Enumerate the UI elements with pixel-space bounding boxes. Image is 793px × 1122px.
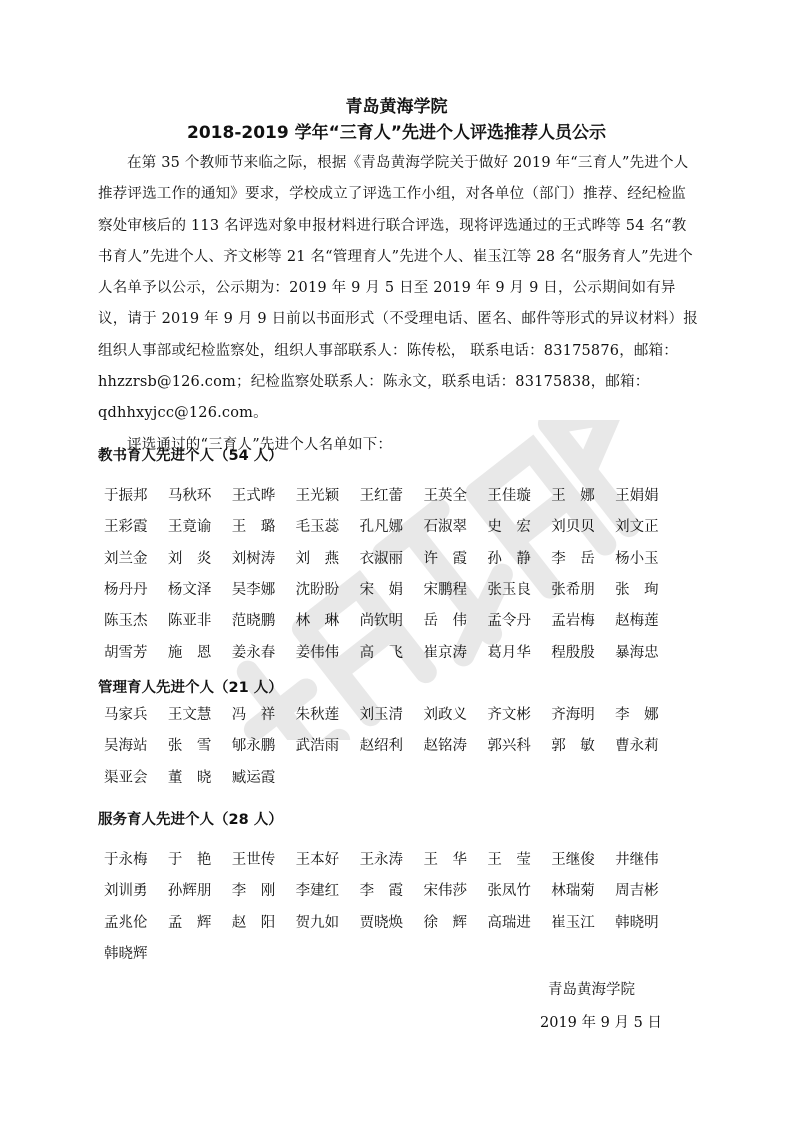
person-name: 王竟谕: [167, 519, 212, 536]
person-name: 王娟娟: [615, 488, 659, 505]
person-name: 李 霞: [359, 883, 404, 900]
person-name: 王继俊: [551, 852, 595, 869]
person-name: 杨小玉: [615, 550, 659, 567]
person-name: 刘兰金: [104, 550, 148, 567]
person-name: 王佳璇: [487, 488, 531, 505]
person-name: 杨文泽: [167, 582, 212, 599]
name-row: [104, 635, 704, 666]
signature-date: 2019 年 9 月 5 日: [540, 1015, 662, 1031]
person-name: 张 珣: [615, 582, 659, 599]
document-subtitle: 2018-2019 学年“三育人”先进个人评选推荐人员公示: [187, 123, 606, 143]
person-name: 高 飞: [359, 644, 404, 661]
person-name: 崔京涛: [423, 644, 467, 661]
person-name: 于振邦: [104, 488, 148, 505]
name-row: [104, 874, 704, 905]
person-name: 朱秋莲: [295, 707, 340, 724]
person-name: 陈玉杰: [104, 613, 148, 630]
person-name: 葛月华: [487, 644, 531, 661]
name-row: [104, 729, 704, 760]
person-name: 孟兆伦: [104, 914, 148, 931]
name-row: [104, 906, 704, 937]
person-name: 周吉彬: [615, 883, 659, 900]
person-name: 林 琳: [295, 613, 340, 630]
person-name: 韩晓明: [615, 914, 659, 931]
document-title: 青岛黄海学院: [345, 97, 448, 117]
person-name: 姜永春: [231, 644, 276, 661]
person-name: 李 刚: [231, 883, 276, 900]
person-name: 史 宏: [487, 519, 531, 536]
person-name: 冯 祥: [231, 707, 276, 724]
person-name: 刘政义: [423, 707, 467, 724]
person-name: 齐文彬: [487, 707, 531, 724]
person-name: 范晓鹏: [231, 613, 276, 630]
person-name: 毛玉蕊: [295, 519, 340, 536]
person-name: 井继伟: [615, 852, 659, 869]
person-name: 郇永鹏: [231, 738, 276, 755]
person-name: 刘贝贝: [551, 519, 595, 536]
notice-paragraph: 在第 35 个教师节来临之际，根据《青岛黄海学院关于做好 2019 年“三育人”先进个人推荐评选工作的通知》要求，学校成立了评选工作小组，对各单位（部门）推荐、经纪检监察处审核后的 113 名评选对象申报材料进行联合评选，现将评选通过的王式晔等 54 名“教书育人”先进个人、齐文彬等 21 名“管理育人”先进个人、崔玉江等 28 名“服务育人”先进个人名单予以公示，公示期为：2019 年 9 月 5 日至 2019 年 9 月 9 日，公示期间如有异议，请于 2019 年 9 月 9 日前以书面形式（不受理电话、匿名、邮件等形式的异议材料）报组织人事部或纪检监察处，组织人事部联系人：陈传松， 联系电话：83175876，邮箱：hhzzrsb@126.com；纪检监察处联系人：陈永文，联系电话：83175838，邮箱：qdhhxyjcc@126.com。: [98, 155, 698, 422]
person-name: 贺九如: [295, 914, 340, 931]
person-name: 岳 伟: [423, 613, 467, 630]
person-name: 孔凡娜: [359, 519, 404, 536]
person-name: 王式晔: [231, 488, 276, 505]
person-name: 郭兴科: [487, 738, 531, 755]
section-heading-teaching: 教书育人先进个人（54 人）: [98, 448, 283, 464]
person-name: 宋伟莎: [423, 883, 467, 900]
person-name: 王本好: [295, 852, 340, 869]
person-name: 王英全: [423, 488, 467, 505]
person-name: 刘 燕: [295, 550, 340, 567]
name-row: [104, 510, 704, 541]
person-name: 刘 炎: [167, 550, 212, 567]
person-name: 崔玉江: [551, 914, 595, 931]
person-name: 王光颖: [295, 488, 340, 505]
person-name: 刘玉清: [359, 707, 404, 724]
person-name: 刘训勇: [104, 883, 148, 900]
person-name: 吴李娜: [231, 582, 276, 599]
person-name: 张凤竹: [487, 883, 531, 900]
name-row: [104, 573, 704, 604]
person-name: 李 娜: [615, 707, 659, 724]
person-name: 孟岩梅: [551, 613, 595, 630]
name-grid-service: [104, 843, 704, 968]
person-name: 刘树涛: [231, 550, 276, 567]
person-name: 衣淑丽: [359, 550, 404, 567]
person-name: 赵 阳: [231, 914, 276, 931]
person-name: 张 雪: [167, 738, 212, 755]
person-name: 暴海忠: [615, 644, 659, 661]
person-name: 马秋环: [167, 488, 212, 505]
person-name: 赵绍利: [359, 738, 404, 755]
name-row: [104, 761, 704, 792]
person-name: 李 岳: [551, 550, 595, 567]
person-name: 杨丹丹: [104, 582, 148, 599]
person-name: 许 霞: [423, 550, 467, 567]
name-row: [104, 542, 704, 573]
person-name: 施 恩: [167, 644, 212, 661]
person-name: 张玉良: [487, 582, 531, 599]
person-name: 吴海站: [104, 738, 148, 755]
person-name: 于 艳: [167, 852, 212, 869]
person-name: 于永梅: [104, 852, 148, 869]
list-intro: 评选通过的“三育人”先进个人名单如下：: [127, 436, 393, 453]
name-grid-teaching: [104, 479, 704, 667]
person-name: 宋鹏程: [423, 582, 467, 599]
person-name: 曹永莉: [615, 738, 659, 755]
name-row: [104, 479, 704, 510]
name-row: [104, 604, 704, 635]
person-name: 尚钦明: [359, 613, 404, 630]
person-name: 臧运霞: [231, 769, 276, 786]
section-heading-management: 管理育人先进个人（21 人）: [98, 680, 283, 696]
person-name: 王彩霞: [104, 519, 148, 536]
person-name: 孟令丹: [487, 613, 531, 630]
person-name: 孙辉朋: [167, 883, 212, 900]
name-grid-management: [104, 698, 704, 792]
person-name: 马家兵: [104, 707, 148, 724]
person-name: 赵梅莲: [615, 613, 659, 630]
person-name: 孟 辉: [167, 914, 212, 931]
person-name: 韩晓辉: [104, 946, 148, 963]
person-name: 王永涛: [359, 852, 404, 869]
person-name: 孙 静: [487, 550, 531, 567]
person-name: 张希朋: [551, 582, 595, 599]
name-row: [104, 937, 704, 968]
person-name: 宋 娟: [359, 582, 404, 599]
person-name: 刘文正: [615, 519, 659, 536]
person-name: 武浩雨: [295, 738, 340, 755]
person-name: 渠亚会: [104, 769, 148, 786]
name-row: [104, 698, 704, 729]
person-name: 李建红: [295, 883, 340, 900]
person-name: 赵铭涛: [423, 738, 467, 755]
person-name: 郭 敏: [551, 738, 595, 755]
person-name: 陈亚非: [167, 613, 212, 630]
person-name: 王 娜: [551, 488, 595, 505]
person-name: 王红蕾: [359, 488, 404, 505]
person-name: 王 璐: [231, 519, 276, 536]
person-name: 姜伟伟: [295, 644, 340, 661]
person-name: 王世传: [231, 852, 276, 869]
person-name: 林瑞菊: [551, 883, 595, 900]
person-name: 董 晓: [167, 769, 212, 786]
person-name: 程殷殷: [551, 644, 595, 661]
person-name: 王 华: [423, 852, 467, 869]
person-name: 高瑞进: [487, 914, 531, 931]
person-name: 胡雪芳: [104, 644, 148, 661]
name-row: [104, 843, 704, 874]
person-name: 徐 辉: [423, 914, 467, 931]
person-name: 王文慧: [167, 707, 212, 724]
person-name: 王 莹: [487, 852, 531, 869]
person-name: 齐海明: [551, 707, 595, 724]
person-name: 石淑翠: [423, 519, 467, 536]
section-heading-service: 服务育人先进个人（28 人）: [98, 812, 283, 828]
notice-body: [98, 148, 698, 461]
signature-org: 青岛黄海学院: [548, 982, 635, 998]
person-name: 贾晓焕: [359, 914, 404, 931]
person-name: 沈盼盼: [295, 582, 340, 599]
